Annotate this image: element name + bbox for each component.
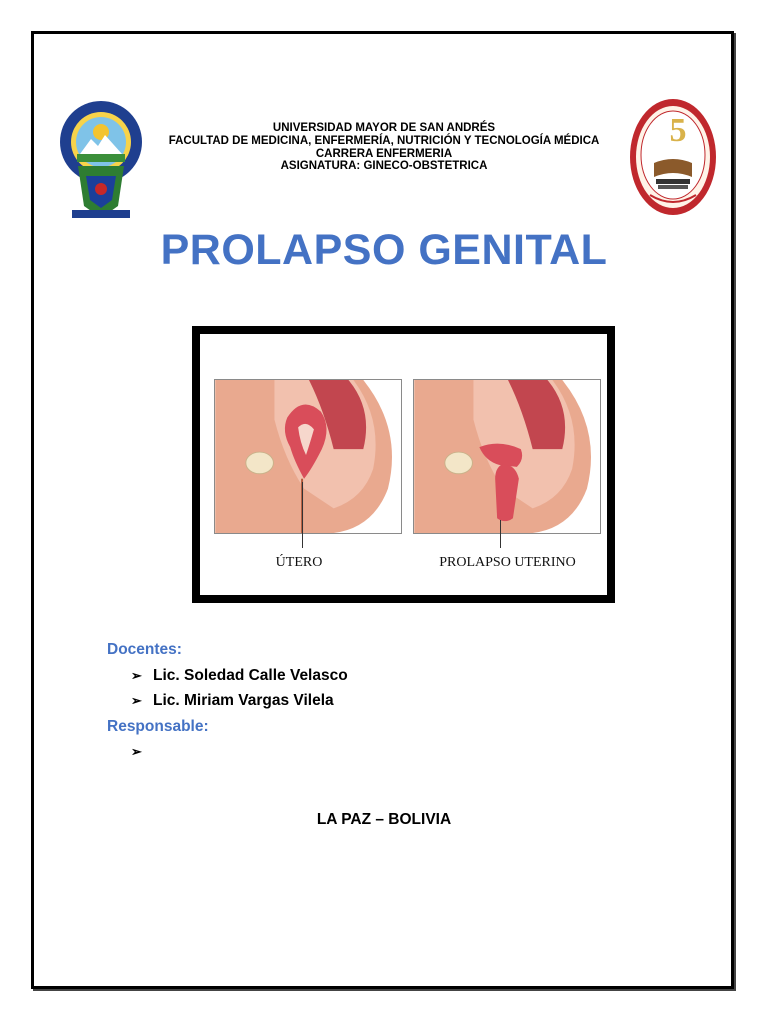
nursing-school-seal-icon: [628, 97, 719, 217]
docentes-heading: Docentes:: [107, 641, 182, 658]
document-title: PROLAPSO GENITAL: [160, 226, 608, 274]
header-line-faculty: FACULTAD DE MEDICINA, ENFERMERÍA, NUTRICIÓN Y TECNOLOGÍA MÉDICA: [168, 134, 600, 147]
prolapse-caption: PROLAPSO UTERINO: [439, 555, 576, 570]
normal-uterus-illustration: [214, 379, 402, 534]
anatomy-figure: [192, 326, 615, 603]
header-line-university: UNIVERSIDAD MAYOR DE SAN ANDRÉS: [272, 122, 496, 134]
arrow-bullet-icon: ➢: [131, 693, 142, 708]
uterus-pointer-line: [302, 482, 303, 548]
university-seal-icon: [58, 96, 144, 222]
docente-item: [131, 667, 348, 685]
responsable-item: [131, 744, 153, 760]
prolapsed-uterus-illustration: [413, 379, 601, 534]
docente-item: [131, 692, 334, 710]
responsable-heading: Responsable:: [107, 718, 209, 735]
svg-text:5: 5: [669, 112, 687, 149]
location-footer: LA PAZ – BOLIVIA: [316, 811, 452, 828]
arrow-bullet-icon: ➢: [131, 668, 142, 683]
docente-name: Lic. Miriam Vargas Vilela: [153, 692, 334, 709]
docente-name: Lic. Soledad Calle Velasco: [153, 667, 348, 684]
header-line-career: CARRERA ENFERMERIA: [315, 147, 453, 160]
arrow-bullet-icon: ➢: [131, 744, 142, 759]
uterus-caption: ÚTERO: [275, 555, 323, 570]
institution-header: [140, 122, 628, 173]
header-line-subject: ASIGNATURA: GINECO-OBSTETRICA: [280, 160, 488, 173]
prolapse-pointer-line: [500, 520, 501, 548]
